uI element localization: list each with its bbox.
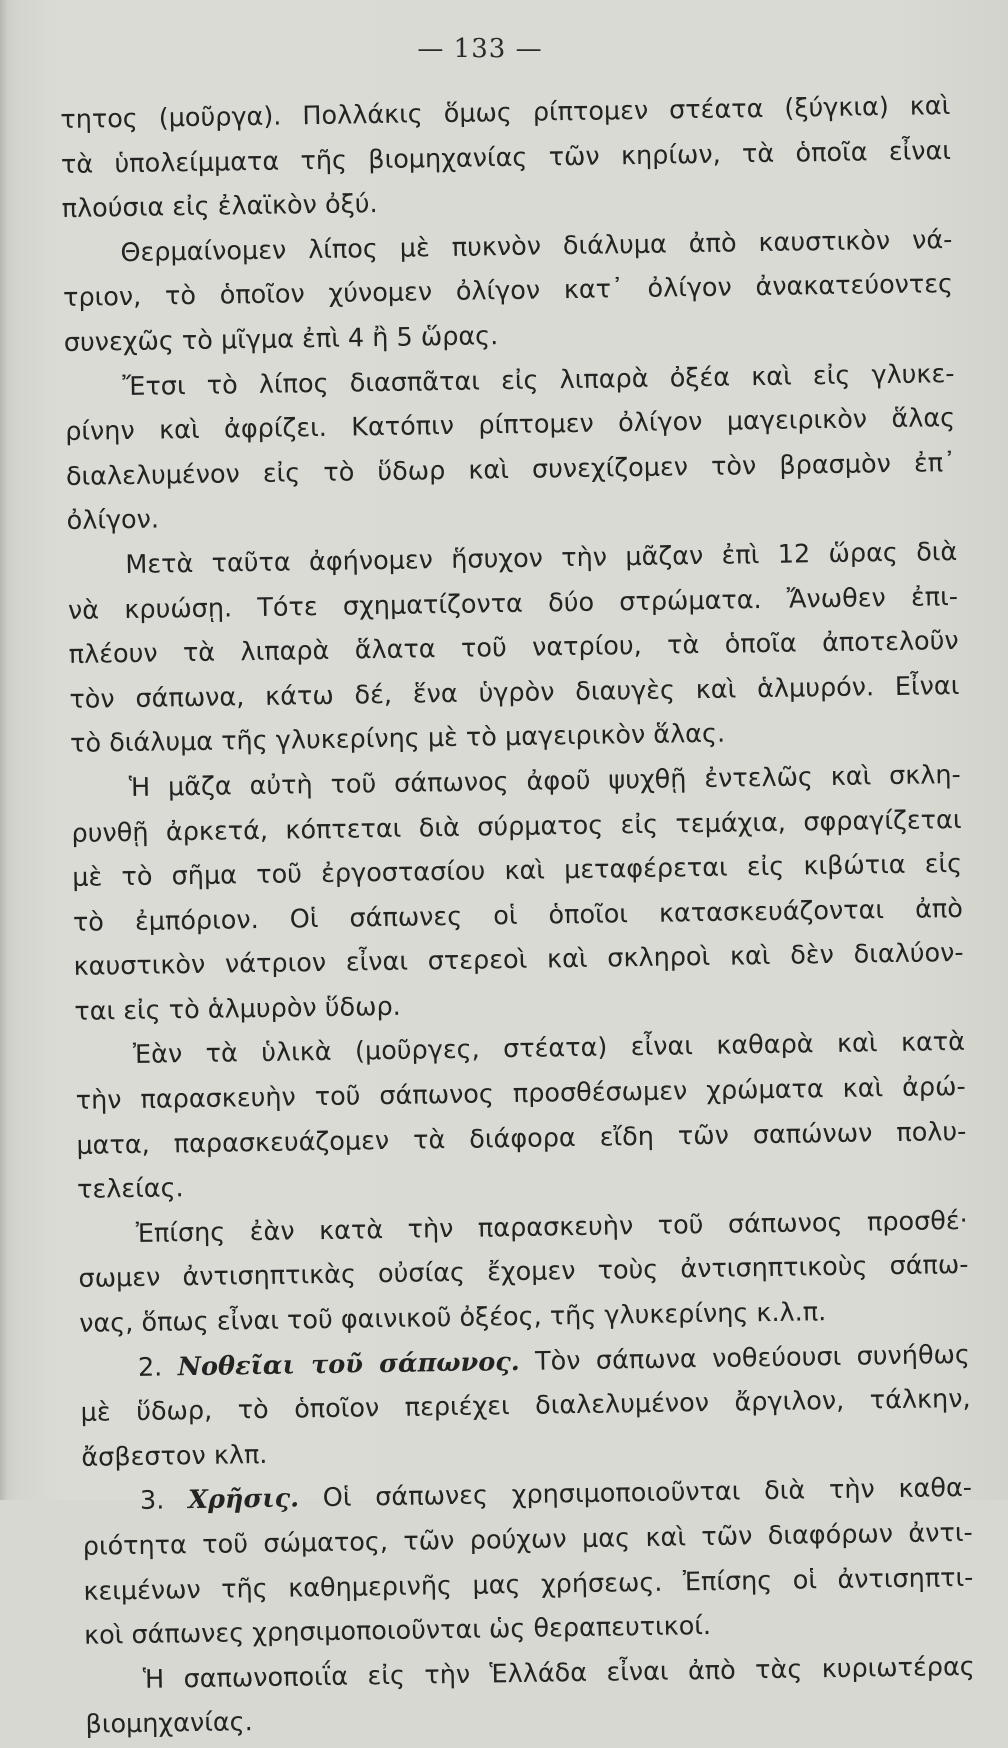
text-line: τὸν σάπωνα, κάτω δέ, ἕνα ὑγρὸν διαυγὲς καὶ ἁλμυρόν. Εἶναι <box>69 670 960 715</box>
closing-line-1: Ἡ σαπωνοποιΐα εἰς τὴν Ἑλλάδα εἶναι ἀπὸ τὰς κυριωτέρας <box>142 1651 975 1695</box>
text-line: σωμεν ἀντισηπτικὰς οὐσίας ἔχομεν τοὺς ἀντισηπτικοὺς σάπω- <box>78 1250 969 1295</box>
text-line: τὸ ἐμπόριον. Οἱ σάπωνες οἱ ὁποῖοι κατασκευάζονται ἀπὸ <box>72 893 964 938</box>
text-line: τὰ ὑπολείμματα τῆς βιομηχανίας τῶν κηρίων, τὰ ὁποῖα εἶναι <box>60 135 952 180</box>
text-line: ρίνην καὶ ἀφρίζει. Κατόπιν ρίπτομεν ὀλίγον μαγειρικὸν ἅλας <box>65 403 956 448</box>
text-line: Θερμαίνομεν λίπος μὲ πυκνὸν διάλυμα ἀπὸ καυστικὸν νά- <box>120 224 953 268</box>
section-3-text: Οἱ σάπωνες χρησιμοποιοῦνται διὰ τὴν καθα- <box>322 1473 973 1514</box>
text-line: τελείας. <box>76 1173 184 1206</box>
text-line: Ἡ μᾶζα αὐτὴ τοῦ σάπωνος ἀφοῦ ψυχθῇ ἐντελῶς καὶ σκλη- <box>128 759 961 803</box>
section-2-text: Τὸν σάπωνα νοθεύουσι συνήθως <box>534 1339 971 1377</box>
body-text <box>60 84 976 1748</box>
text-line: διαλελυμένον εἰς τὸ ὕδωρ καὶ συνεχίζομεν τὸν βρασμὸν ἐπ᾽ <box>65 447 957 492</box>
text-line: νας, ὅπως εἶναι τοῦ φαινικοῦ ὀξέος, τῆς γλυκερίνης κ.λ.π. <box>79 1297 827 1339</box>
text-line: Ἔτσι τὸ λίπος διασπᾶται εἰς λιπαρὰ ὀξέα καὶ εἰς γλυκε- <box>122 358 955 402</box>
section-3-heading: Χρῆσις. <box>187 1483 300 1516</box>
section-2-heading: Νοθεῖαι τοῦ σάπωνος. <box>177 1346 520 1382</box>
text-line: Μετὰ ταῦτα ἀφήνομεν ἥσυχον τὴν μᾶζαν ἐπὶ 12 ὥρας διὰ <box>125 536 958 580</box>
text-line: Ἐπίσης ἐὰν κατὰ τὴν παρασκευὴν τοῦ σάπωνος προσθέ· <box>135 1205 968 1249</box>
text-line: καυστικὸν νάτριον εἶναι στερεοὶ καὶ σκληροὶ καὶ δὲν διαλύον- <box>73 938 964 983</box>
text-line: ὀλίγον. <box>66 504 160 537</box>
closing-line-2: βιομηχανίας. <box>85 1707 253 1741</box>
text-line: ρυνθῇ ἀρκετά, κόπτεται διὰ σύρματος εἰς τεμάχια, σφραγίζεται <box>71 804 962 849</box>
text-line: τητος (μοῦργα). Πολλάκις ὅμως ρίπτομεν στέατα (ξύγκια) καὶ <box>60 91 951 135</box>
section-3-line-3: κειμένων τῆς καθημερινῆς μας χρήσεως. Ἐπίσης οἱ ἀντισηπτι- <box>83 1562 974 1607</box>
text-line: νὰ κρυώσῃ. Τότε σχηματίζοντα δύο στρώματα. Ἄνωθεν ἐπι- <box>67 581 959 626</box>
section-2-number: 2. <box>137 1352 163 1383</box>
text-line: συνεχῶς τὸ μῖγμα ἐπὶ 4 ἢ 5 ὥρας. <box>63 321 499 358</box>
text-line: τὸ διάλυμα τῆς γλυκερίνης μὲ τὸ μαγειρικὸν ἅλας. <box>69 718 726 760</box>
section-2-line-2: μὲ ὕδωρ, τὸ ὁποῖον περιέχει διαλελυμένον ἄργιλον, τάλκην, <box>80 1384 971 1429</box>
text-line: τριον, τὸ ὁποῖον χύνομεν ὀλίγον κατ᾽ ὀλίγον ἀνακατεύοντες <box>62 269 954 314</box>
text-line: Ἐὰν τὰ ὑλικὰ (μοῦργες, στέατα) εἶναι καθαρὰ καὶ κατὰ <box>132 1027 966 1071</box>
text-line: ματα, παρασκευάζομεν τὰ διάφορα εἴδη τῶν σαπώνων πολυ- <box>76 1116 967 1161</box>
section-2-line-3: ἄσβεστον κλπ. <box>81 1439 268 1473</box>
section-3-number: 3. <box>139 1485 165 1517</box>
text-line: ται εἰς τὸ ἁλμυρὸν ὕδωρ. <box>74 991 402 1027</box>
section-3-line-2: ριότητα τοῦ σώματος, τῶν ρούχων μας καὶ τῶν διαφόρων ἀντι- <box>82 1517 973 1562</box>
text-line: μὲ τὸ σῆμα τοῦ ἐργοστασίου καὶ μεταφέρεται εἰς κιβώτια εἰς <box>72 849 963 893</box>
text-line: πλέουν τὰ λιπαρὰ ἅλατα τοῦ νατρίου, τὰ ὁποῖα ἀποτελοῦν <box>68 626 959 671</box>
page-number: — 133 — <box>417 34 543 64</box>
text-line: πλούσια εἰς ἐλαϊκὸν ὀξύ. <box>61 189 378 225</box>
paragraph-lines <box>60 84 970 1346</box>
page-edge-shadow <box>0 0 8 1500</box>
section-3-line-4: κοὶ σάπωνες χρησιμοποιοῦνται ὡς θεραπευτικοί. <box>83 1611 712 1651</box>
text-line: τὴν παρασκευὴν τοῦ σάπωνος προσθέσωμεν χρώματα καὶ ἀρώ- <box>75 1071 966 1116</box>
